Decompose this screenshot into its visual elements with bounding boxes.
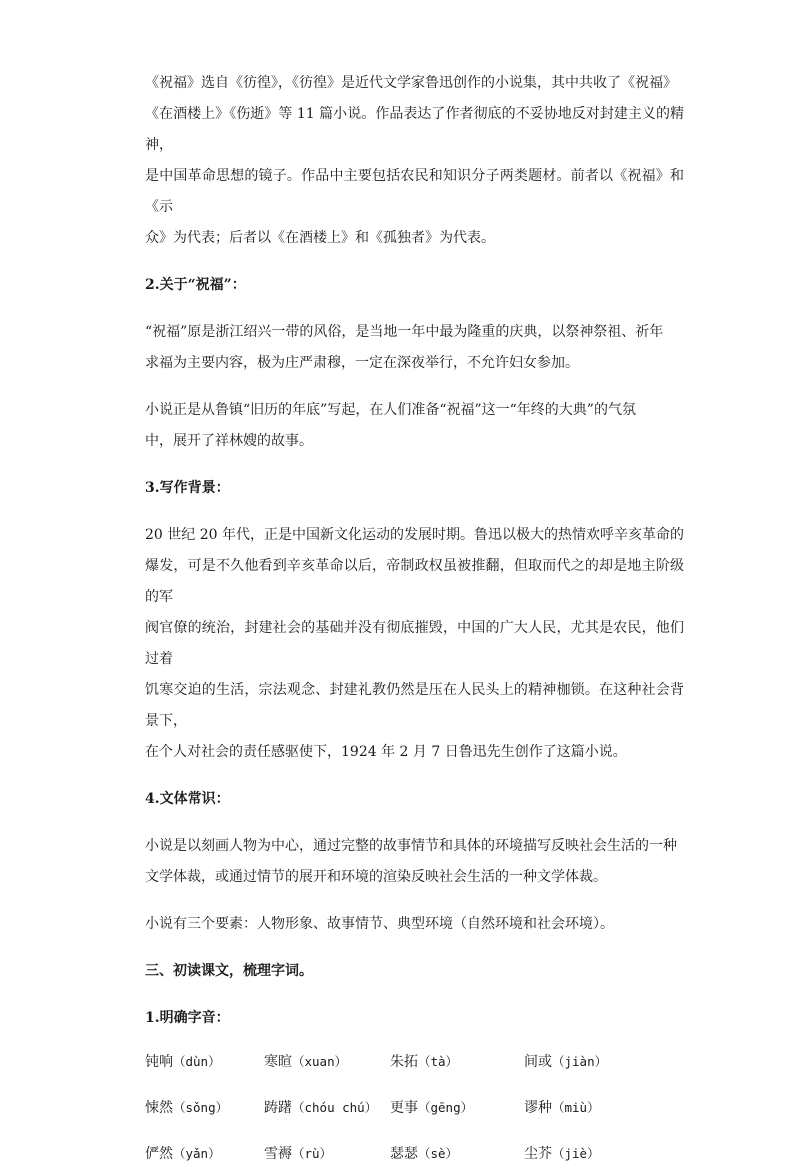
text-line: 爆发，可是不久他看到辛亥革命以后，帝制政权虽被推翻，但取而代之的却是地主阶级的军 [145,558,684,605]
pronunciation-item [390,1046,524,1078]
background-paragraph [145,520,684,768]
word: 尘芥 [524,1146,552,1162]
pinyin: （xuan） [292,1054,348,1069]
text-line: 《祝福》选自《彷徨》，《彷徨》是近代文学家鲁迅创作的小说集，其中共收了《祝福》 [145,75,677,91]
text-line: 小说是以刻画人物为中心，通过完整的故事情节和具体的环境描写反映社会生活的一种 [145,838,677,854]
word: 瑟瑟 [390,1146,418,1162]
pronunciation-item [264,1046,390,1078]
word: 朱拓 [390,1054,418,1070]
word: 悚然 [145,1100,173,1116]
word: 谬种 [524,1100,552,1116]
pinyin: （jiàn） [552,1054,608,1069]
text-line: 小说有三个要素：人物形象、故事情节、典型环境（自然环境和社会环境）。 [145,916,614,932]
pronunciation-item [390,1092,524,1124]
pinyin: （rù） [292,1146,333,1161]
genre-elements-paragraph [145,909,684,940]
text-line: 求福为主要内容，极为庄严肃穆，一定在深夜举行，不允许妇女参加。 [145,355,579,371]
word: 更事 [390,1100,418,1116]
pinyin: （sè） [418,1146,459,1161]
text-line: 文学体裁，或通过情节的展开和环境的渲染反映社会生活的一种文学体裁。 [145,869,607,885]
text-line: 众》为代表；后者以《在酒楼上》和《孤独者》为代表。 [145,230,495,246]
pronunciation-item [390,1138,524,1170]
pinyin: （tà） [418,1054,459,1069]
text-line: 饥寒交迫的生活，宗法观念、封建礼教仍然是压在人民头上的精神枷锁。在这种社会背景下， [145,682,684,729]
word: 寒暄 [264,1054,292,1070]
pinyin: （gēng） [418,1100,474,1115]
genre-definition-paragraph [145,831,684,893]
text-line: 20 世纪 20 年代，正是中国新文化运动的发展时期。鲁迅以极大的热情欢呼辛亥革命的 [145,527,684,543]
zhufu-story-paragraph [145,395,684,457]
pronunciation-item [524,1092,674,1124]
pinyin: （chóu chú） [292,1100,378,1115]
pinyin: （dùn） [173,1054,221,1069]
text-line: “祝福”原是浙江绍兴一带的风俗，是当地一年中最为隆重的庆典，以祭神祭祖、祈年 [145,324,664,340]
part-heading-vocabulary: 三、初读课文，梳理字词。 [145,963,313,979]
pronunciation-item [145,1046,264,1078]
text-line: 《在酒楼上》《伤逝》等 11 篇小说。作品表达了作者彻底的不妥协地反对封建主义的精神， [145,106,684,153]
pronunciation-item [145,1138,264,1170]
word: 俨然 [145,1146,173,1162]
text-line: 中，展开了祥林嫂的故事。 [145,433,313,449]
word: 间或 [524,1054,552,1070]
pronunciation-item [264,1138,390,1170]
pinyin: （jiè） [552,1146,600,1161]
section-heading-genre: 4.文体常识： [145,791,230,807]
text-line: 小说正是从鲁镇“旧历的年底”写起，在人们准备“祝福”这一“年终的大典”的气氛 [145,402,636,418]
pinyin: （sǒng） [173,1100,229,1115]
section-heading-background: 3.写作背景： [145,480,230,496]
text-line: 是中国革命思想的镜子。作品中主要包括农民和知识分子两类题材。前者以《祝福》和《示 [145,168,684,215]
pronunciation-item [145,1092,264,1124]
intro-paragraph [145,68,684,254]
text-line: 在个人对社会的责任感驱使下，1924 年 2 月 7 日鲁迅先生创作了这篇小说。 [145,744,627,760]
pronunciation-item [264,1092,390,1124]
sub-heading-pronunciation: 1.明确字音： [145,1010,230,1026]
pronunciation-item [524,1138,674,1170]
text-line: 阀官僚的统治，封建社会的基础并没有彻底摧毁，中国的广大人民，尤其是农民，他们过着 [145,620,684,667]
word: 雪褥 [264,1146,292,1162]
pinyin: （yǎn） [173,1146,221,1161]
word: 钝响 [145,1054,173,1070]
word: 踌躇 [264,1100,292,1116]
pronunciation-grid [145,1046,684,1170]
zhufu-custom-paragraph [145,317,684,379]
section-heading-about-zhufu: 2.关于“祝福”： [145,277,246,293]
pinyin: （miù） [552,1100,600,1115]
pronunciation-item [524,1046,674,1078]
